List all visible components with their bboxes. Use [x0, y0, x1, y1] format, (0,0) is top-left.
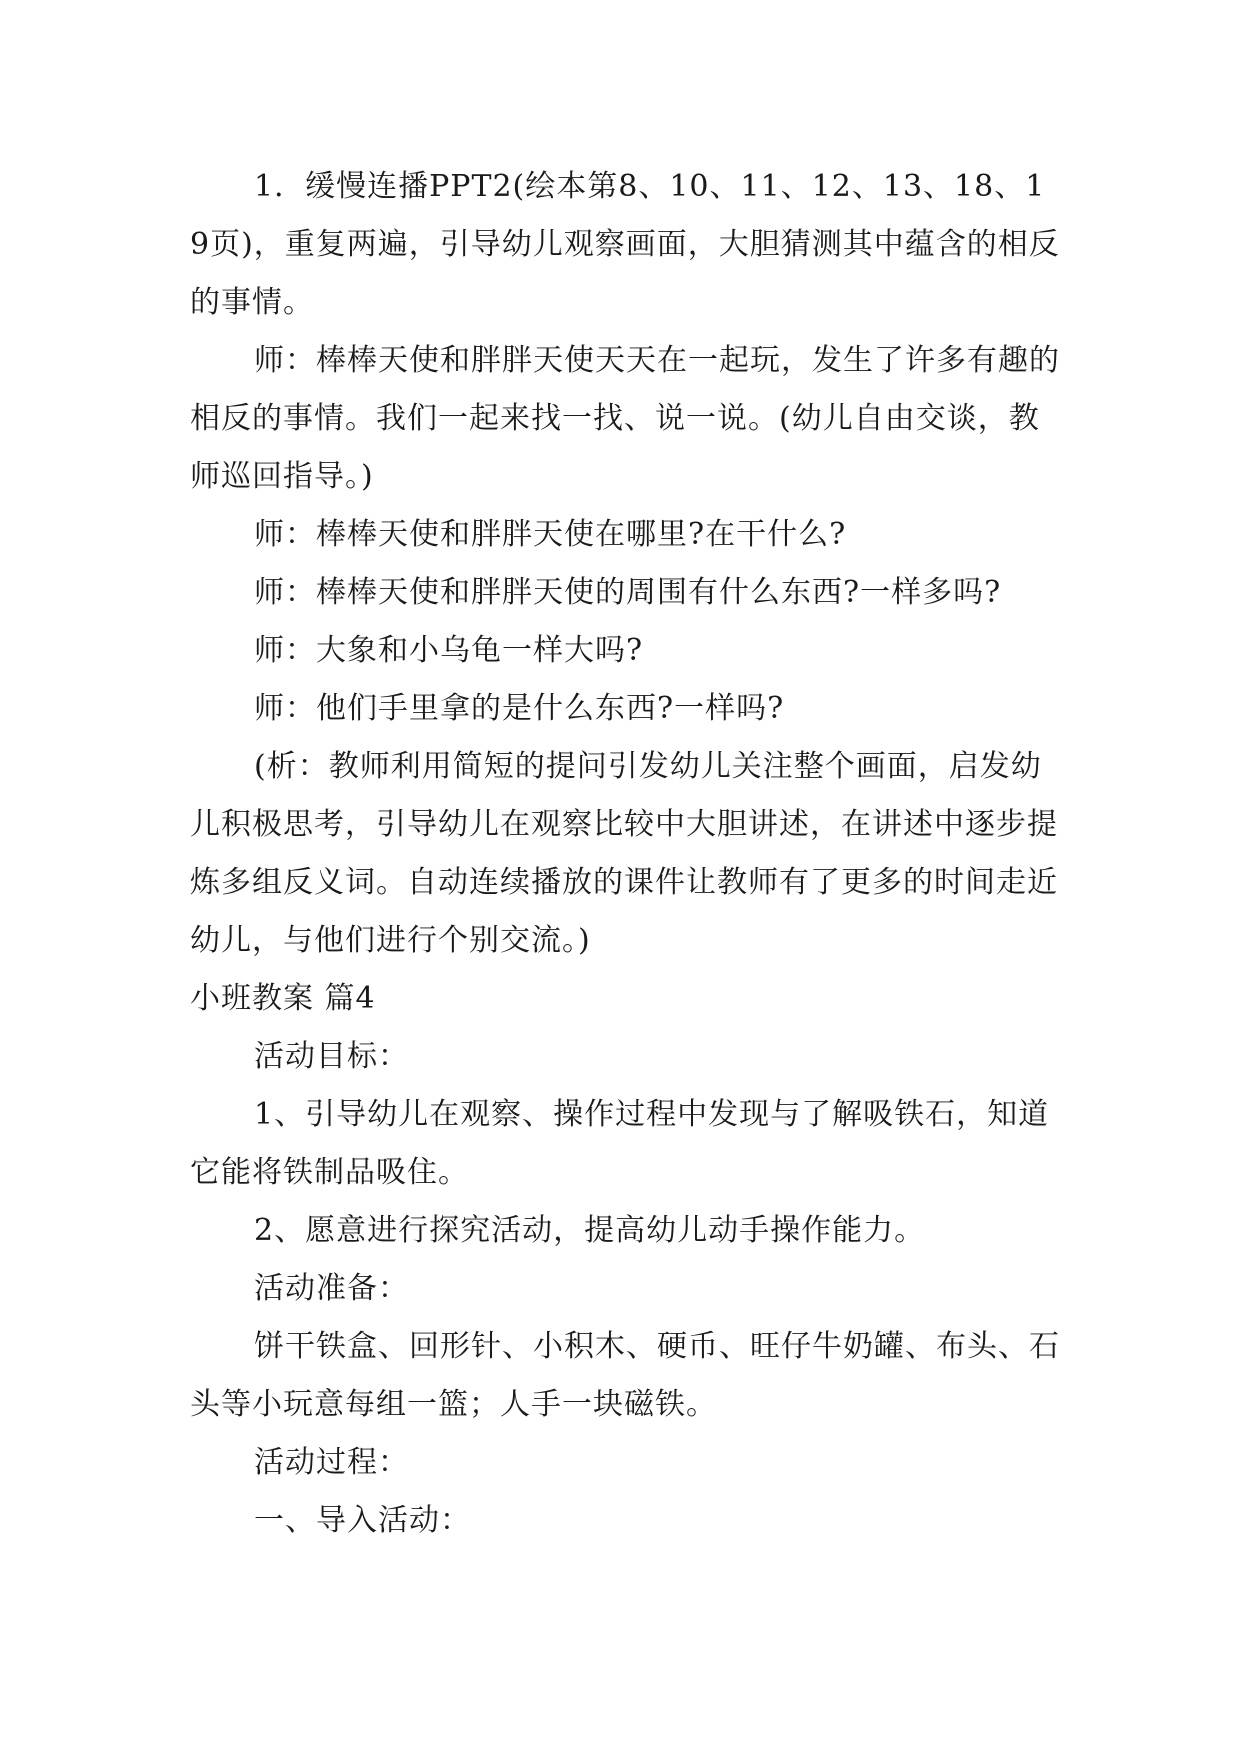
paragraph-materials: 饼干铁盒、回形针、小积木、硬币、旺仔牛奶罐、布头、石头等小玩意每组一篮；人手一块磁铁。: [190, 1329, 1060, 1422]
paragraph-analysis: (析：教师利用简短的提问引发幼儿关注整个画面，启发幼儿积极思考，引导幼儿在观察比较中大胆讲述，在讲述中逐步提炼多组反义词。自动连续播放的课件让教师有了更多的时间走近幼儿，与他们进行个别交流。): [190, 749, 1058, 958]
paragraph-ppt-playback: 1．缓慢连播PPT2(绘本第8、10、11、12、13、18、19页)，重复两遍，引导幼儿观察画面，大胆猜测其中蕴含的相反的事情。: [190, 169, 1060, 320]
paragraph-process-heading: 活动过程：: [254, 1445, 409, 1480]
paragraph-question-where: 师：棒棒天使和胖胖天使在哪里?在干什么?: [254, 517, 847, 552]
paragraph-intro-activity: 一、导入活动：: [254, 1503, 471, 1538]
paragraph-question-surroundings: 师：棒棒天使和胖胖天使的周围有什么东西?一样多吗?: [254, 575, 1002, 610]
section-heading: 小班教案 篇4: [190, 981, 376, 1016]
paragraph-goals-heading: 活动目标：: [254, 1039, 409, 1074]
paragraph-teacher-intro: 师：棒棒天使和胖胖天使天天在一起玩，发生了许多有趣的相反的事情。我们一起来找一找、说一说。(幼儿自由交谈，教师巡回指导。): [190, 343, 1060, 494]
document-body: [190, 158, 1060, 1550]
paragraph-question-holding: 师：他们手里拿的是什么东西?一样吗?: [254, 691, 785, 726]
paragraph-preparation-heading: 活动准备：: [254, 1271, 409, 1306]
paragraph-goal-2: 2、愿意进行探究活动，提高幼儿动手操作能力。: [254, 1213, 926, 1248]
paragraph-question-size: 师：大象和小乌龟一样大吗?: [254, 633, 644, 668]
paragraph-goal-1: 1、引导幼儿在观察、操作过程中发现与了解吸铁石，知道它能将铁制品吸住。: [190, 1097, 1050, 1190]
